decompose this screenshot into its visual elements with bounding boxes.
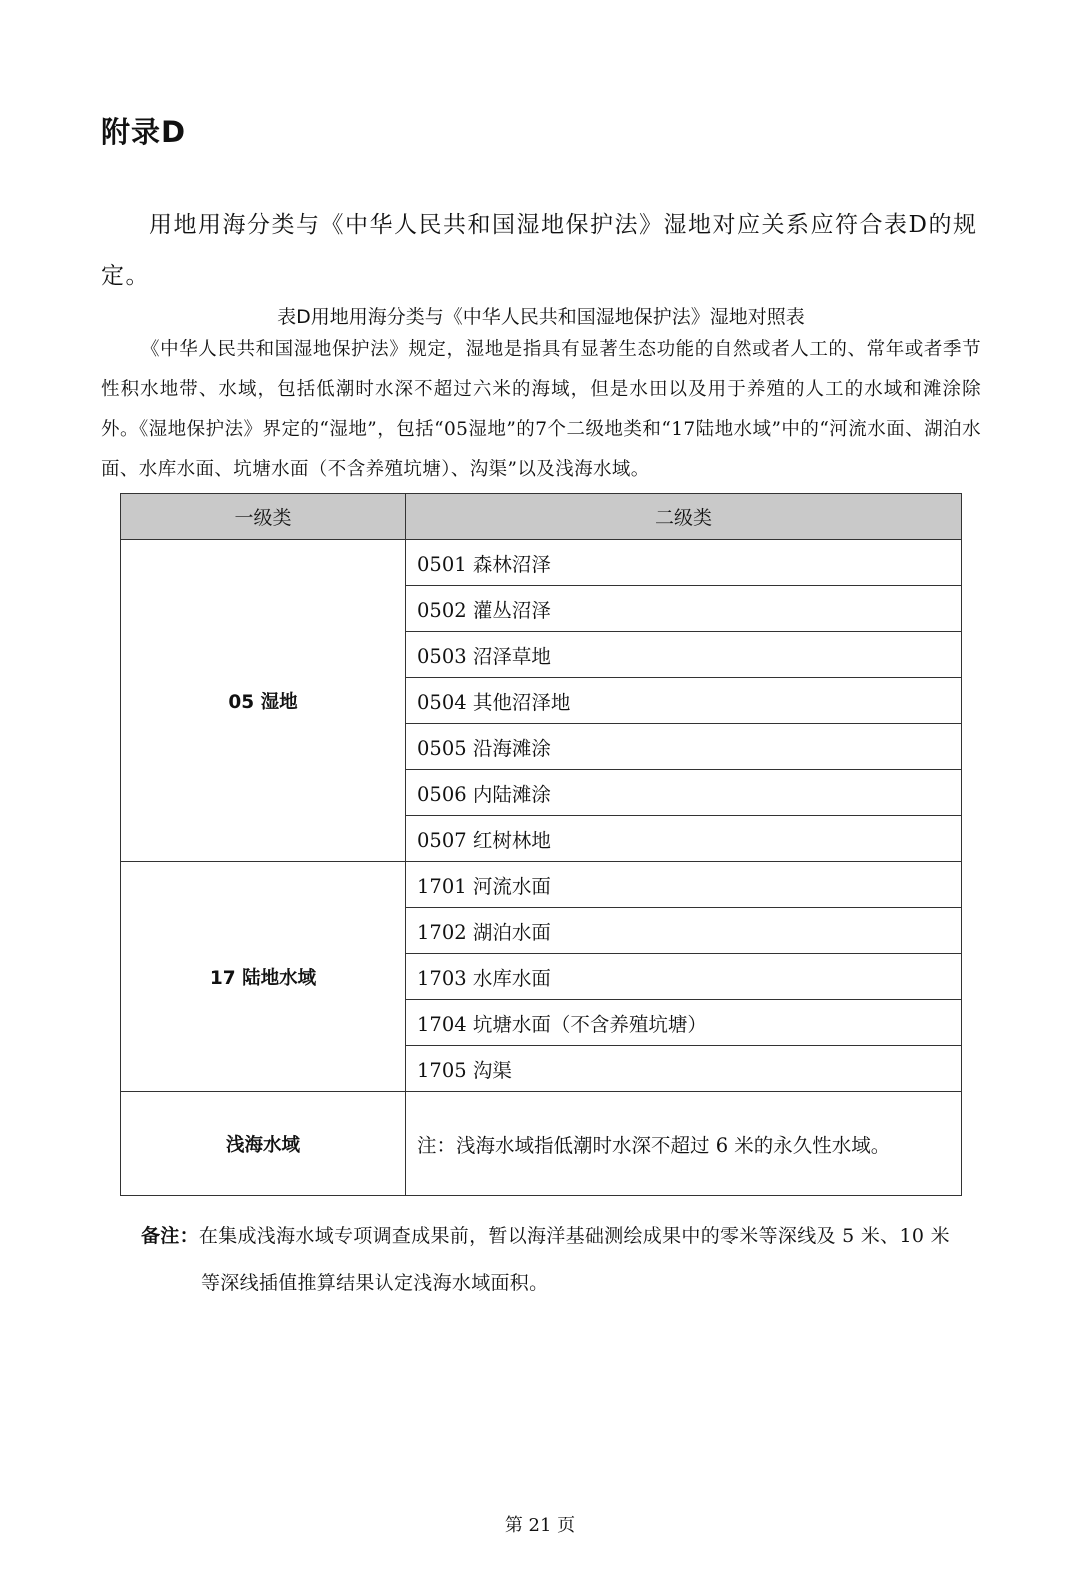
table-title: 表D用地用海分类与《中华人民共和国湿地保护法》湿地对照表: [277, 306, 805, 328]
table-row: [121, 862, 962, 908]
category-wetland: 05 湿地: [121, 540, 406, 862]
subclass-cell: 0501 森林沼泽: [406, 540, 962, 586]
subclass-cell: 0506 内陆滩涂: [406, 770, 962, 816]
page-number: 第 21 页: [504, 1515, 576, 1536]
remark-line-1: [141, 1213, 986, 1260]
subclass-cell: 0504 其他沼泽地: [406, 678, 962, 724]
subclass-cell: 0507 红树林地: [406, 816, 962, 862]
subclass-cell: 0505 沿海滩涂: [406, 724, 962, 770]
subclass-cell: 0503 沼泽草地: [406, 632, 962, 678]
subclass-cell: 1704 坑塘水面（不含养殖坑塘）: [406, 1000, 962, 1046]
remark: [141, 1213, 986, 1307]
subclass-cell: 0502 灌丛沼泽: [406, 586, 962, 632]
table-description: 《中华人民共和国湿地保护法》规定，湿地是指具有显著生态功能的自然或者人工的、常年或者季节性积水地带、水域，包括低潮时水深不超过六米的海域，但是水田以及用于养殖的人工的水域和滩涂除外。《湿地保护法》界定的“湿地”，包括“05湿地”的7个二级地类和“17陆地水域”中的“河流水面、湖泊水面、水库水面、坑塘水面（不含养殖坑塘）、沟渠”以及浅海水域。: [101, 339, 981, 480]
subclass-cell: 1705 沟渠: [406, 1046, 962, 1092]
header-secondary-class: 二级类: [406, 494, 962, 540]
appendix-heading: 附录D: [101, 115, 187, 149]
category-shallow-sea: 浅海水域: [121, 1092, 406, 1196]
table-row: [121, 1092, 962, 1196]
table-row: [121, 540, 962, 586]
subclass-cell: 1701 河流水面: [406, 862, 962, 908]
remark-text-1: 在集成浅海水域专项调查成果前，暂以海洋基础测绘成果中的零米等深线及 5 米、10 米: [198, 1225, 950, 1247]
remark-line-2: 等深线插值推算结果认定浅海水域面积。: [201, 1272, 549, 1294]
intro-paragraph: 用地用海分类与《中华人民共和国湿地保护法》湿地对应关系应符合表D的规定。: [101, 212, 978, 289]
table-header-row: [121, 494, 962, 540]
remark-label: 备注：: [141, 1225, 199, 1247]
subclass-cell: 1702 湖泊水面: [406, 908, 962, 954]
subclass-cell: 1703 水库水面: [406, 954, 962, 1000]
category-inland-water: 17 陆地水域: [121, 862, 406, 1092]
wetland-correspondence-table: [120, 493, 962, 1196]
shallow-sea-note: 注：浅海水域指低潮时水深不超过 6 米的永久性水域。: [406, 1092, 962, 1196]
header-primary-class: 一级类: [121, 494, 406, 540]
